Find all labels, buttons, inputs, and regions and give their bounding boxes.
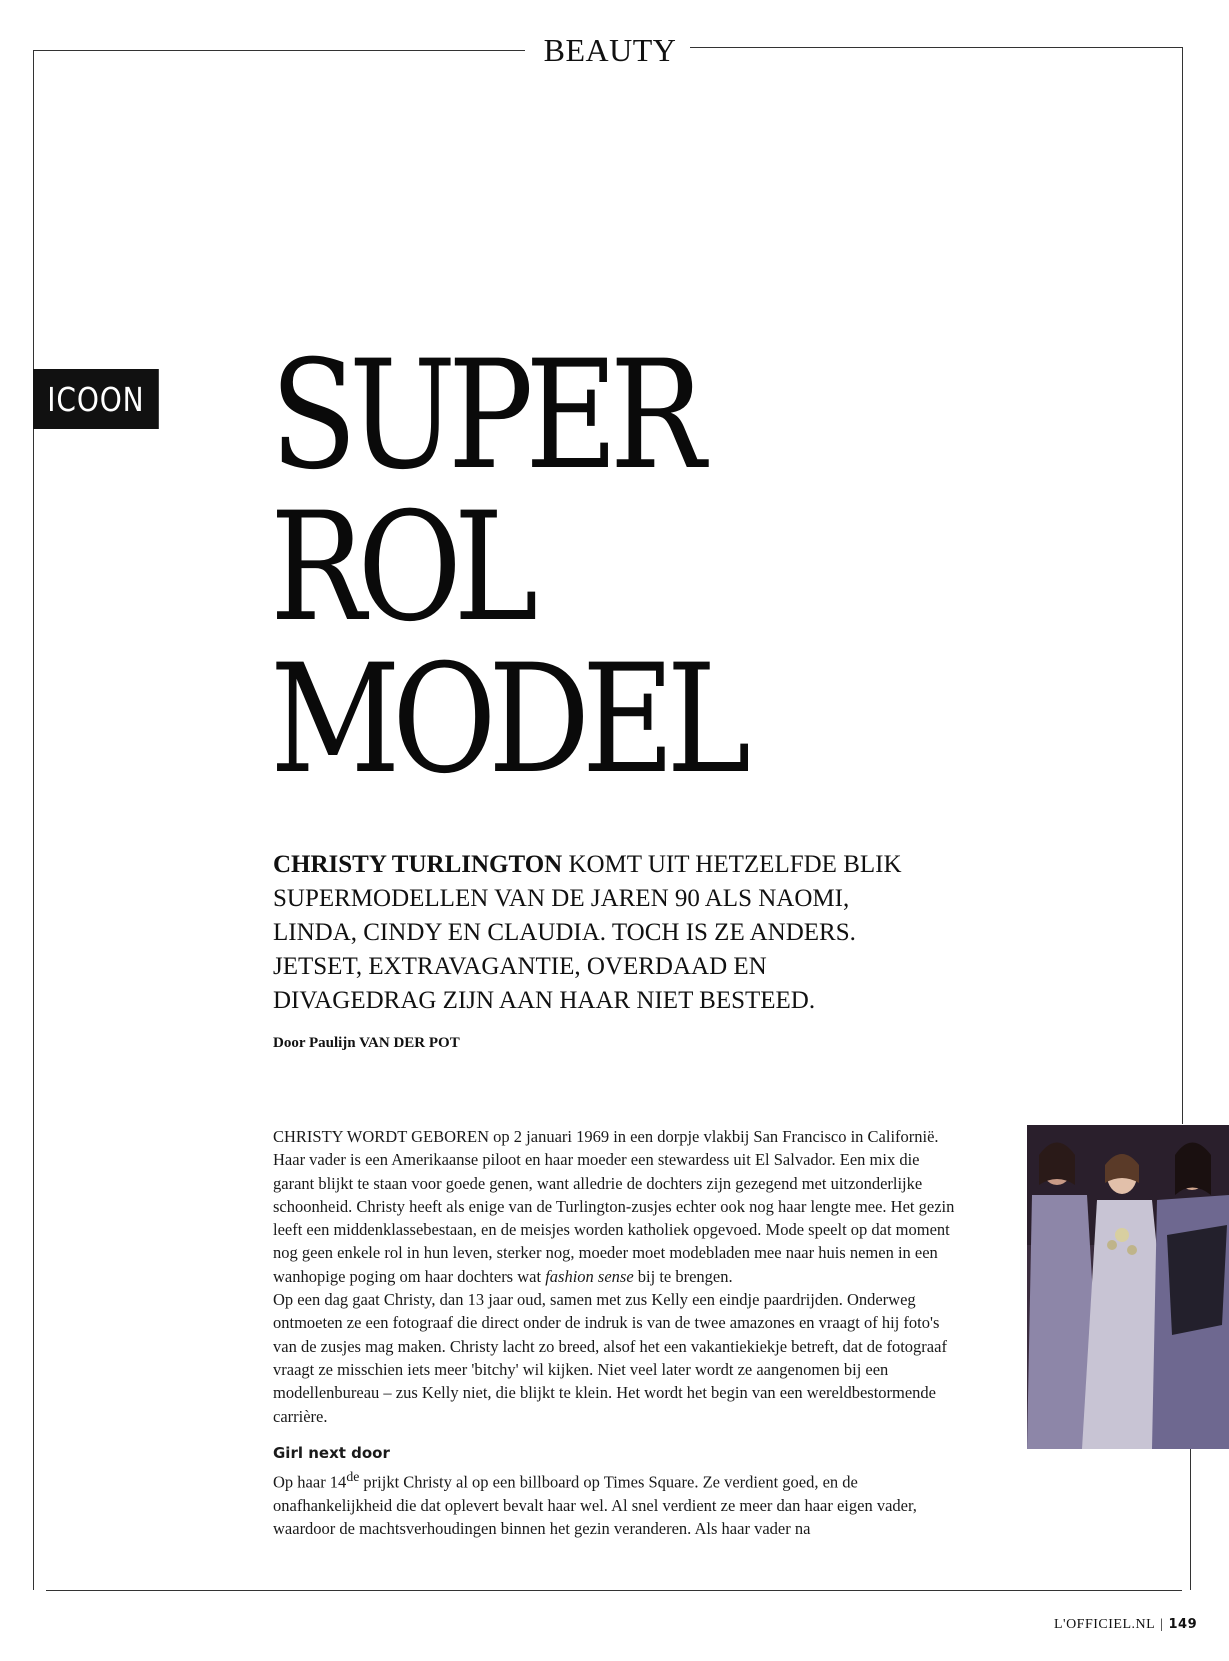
byline: Door Paulijn VAN DER POT (273, 1035, 460, 1051)
page-footer (1054, 1617, 1197, 1633)
section-title: BEAUTY (543, 32, 677, 68)
frame-rule-right-lower (1190, 1446, 1191, 1590)
frame-rule-top-right (690, 47, 1182, 48)
headline-line-1: SUPER (270, 329, 698, 503)
page-number: 149 (1168, 1617, 1198, 1632)
paragraph-2: Op een dag gaat Christy, dan 13 jaar oud, samen met zus Kelly een eindje paardrijden. Onderweg ontmoeten ze een fotograaf die direct onder de indruk is van de twee amazones en vraagt of hij foto's van de zusjes mag maken. Christy lacht zo breed, alsof het een vakantiekiekje betreft, dat de fotograaf vraagt ze misschien iets meer 'bitchy' wil kijken. Niet veel later wordt ze aangenomen bij een modellenbureau – zus Kelly niet, die blijkt te klein. Het wordt het begin van een wereldbestormende carrière. (273, 1290, 947, 1426)
paragraph-3: Op haar 14de prijkt Christy al op een billboard op Times Square. Ze verdient goed, en de onafhankelijkheid die dat oplevert bevalt haar wel. Al snel verdient ze meer dan haar eigen vader, waardoor de machtsverhoudingen binnen het gezin veranderen. Als haar vader na (273, 1469, 917, 1539)
headline-line-3: MODEL (270, 633, 743, 807)
frame-rule-left (33, 50, 34, 1590)
subheading: Girl next door (273, 1443, 390, 1462)
photo-illustration (1027, 1125, 1229, 1449)
frame-rule-right (1182, 47, 1183, 1124)
frame-rule-bottom (46, 1590, 1182, 1591)
article-photo (1027, 1125, 1229, 1449)
intro-rest: KOMT UIT HETZELFDE BLIK SUPERMODELLEN VAN DE JAREN 90 ALS NAOMI, LINDA, CINDY EN CLAUDIA. TOCH IS ZE ANDERS. JETSET, EXTRAVAGANTIE, OVERDAAD EN DIVAGEDRAG ZIJN AAN HAAR NIET BESTEED. (273, 851, 902, 1014)
intro-lead: CHRISTY TURLINGTON (273, 851, 563, 878)
article-body (273, 1125, 963, 1541)
footer-brand: L'OFFICIEL.NL (1054, 1617, 1156, 1632)
footer-separator: | (1160, 1617, 1164, 1632)
frame-rule-top-left (33, 50, 525, 51)
headline (270, 329, 865, 807)
category-tag: ICOON (33, 369, 159, 429)
headline-line-2: ROL (270, 481, 530, 655)
intro-deck (273, 848, 933, 1018)
paragraph-1: CHRISTY WORDT GEBOREN op 2 januari 1969 in een dorpje vlakbij San Francisco in Californië. Haar vader is een Amerikaanse piloot en haar moeder een stewardess uit El Salvador. Een mix die garant blijkt te staan voor goede genen, want alledrie de dochters zijn gezegend met uitzonderlijke schoonheid. Christy heeft als enige van de Turlington-zusjes echter ook nog haar lengte mee. Het gezin leeft een middenklassebestaan, en de meisjes worden katholiek opgevoed. Mode speelt op dat moment nog geen enkele rol in hun leven, sterker nog, moeder moet modebladen mee naar huis nemen in een wanhopige poging om haar dochters wat fashion sense bij te brengen. (273, 1127, 955, 1286)
